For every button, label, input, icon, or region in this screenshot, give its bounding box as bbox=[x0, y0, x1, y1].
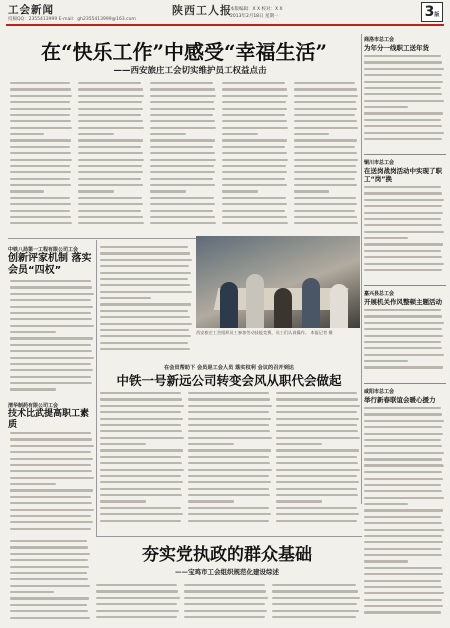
divider bbox=[96, 536, 362, 537]
paper-name: 陕西工人报 bbox=[172, 4, 232, 17]
date-line: 2013年2月18日 星期一 bbox=[230, 14, 279, 19]
body-text bbox=[10, 280, 94, 398]
sidebar-item: 商洛市总工会 为年分一线职工送年货 bbox=[364, 36, 446, 150]
article-headline: 在会员帮助下 会员是工会人员 落实权利 会议的召开到达 中铁一号新远公司转变会风从职代会做起 bbox=[116, 365, 342, 388]
section-title: 工会新闻 bbox=[8, 4, 54, 16]
column-divider bbox=[96, 240, 97, 536]
body-text-col2 bbox=[78, 82, 144, 232]
main-headline: 在“快乐工作”中感受“幸福生活” bbox=[40, 40, 327, 64]
body-text bbox=[188, 392, 272, 532]
masthead bbox=[0, 0, 450, 26]
body-text-col4 bbox=[222, 82, 288, 232]
body-text-col5 bbox=[294, 82, 358, 232]
body-text-col1 bbox=[10, 82, 72, 232]
contact-line: 投稿QQ：2355413999 E-mail：gh2355413999@163.com bbox=[8, 17, 136, 22]
main-subheadline: ——西安旅庄工会切实维护员工权益点击 bbox=[113, 66, 267, 76]
body-text bbox=[96, 584, 180, 624]
page-number: 3版 bbox=[421, 2, 443, 22]
sidebar-item: 嘉兴县总工会 开展机关作风整顿主题活动 bbox=[364, 290, 446, 379]
body-text bbox=[276, 392, 360, 532]
body-text bbox=[100, 392, 184, 532]
body-text bbox=[272, 584, 360, 624]
article-headline: 渭华制药有限公司工会 技术比武提高职工素质 bbox=[8, 403, 90, 430]
body-text bbox=[10, 432, 94, 536]
sidebar-item: 咸阳市总工会 举行新春联谊会暖心援力 bbox=[364, 388, 446, 477]
news-photo bbox=[196, 236, 360, 328]
body-text bbox=[10, 540, 90, 624]
sidebar bbox=[364, 36, 446, 446]
sidebar-item: 铜川市总工会 在送岗战岗活动中实现了职工“岗”换 bbox=[364, 159, 446, 281]
body-text bbox=[100, 246, 192, 358]
body-text bbox=[184, 584, 268, 624]
sidebar-divider bbox=[361, 34, 362, 504]
photo-caption: 西安旅庄工会组织员工参加劳动技能竞赛，员工们认真操作。 本报记者 摄 bbox=[196, 330, 333, 335]
body-text bbox=[364, 452, 444, 622]
masthead-rule bbox=[6, 24, 444, 26]
article-headline: 中铁八局第一工程有限公司工会 创新评家机制 落实会员“四权” bbox=[8, 247, 92, 276]
article-headline: 夯实党执政的群众基础 ——宝鸡市工会组织规范化建设综述 bbox=[142, 545, 312, 576]
editor-line: 本版编辑：X X 校对：X X bbox=[230, 7, 283, 12]
body-text-col3 bbox=[150, 82, 216, 232]
